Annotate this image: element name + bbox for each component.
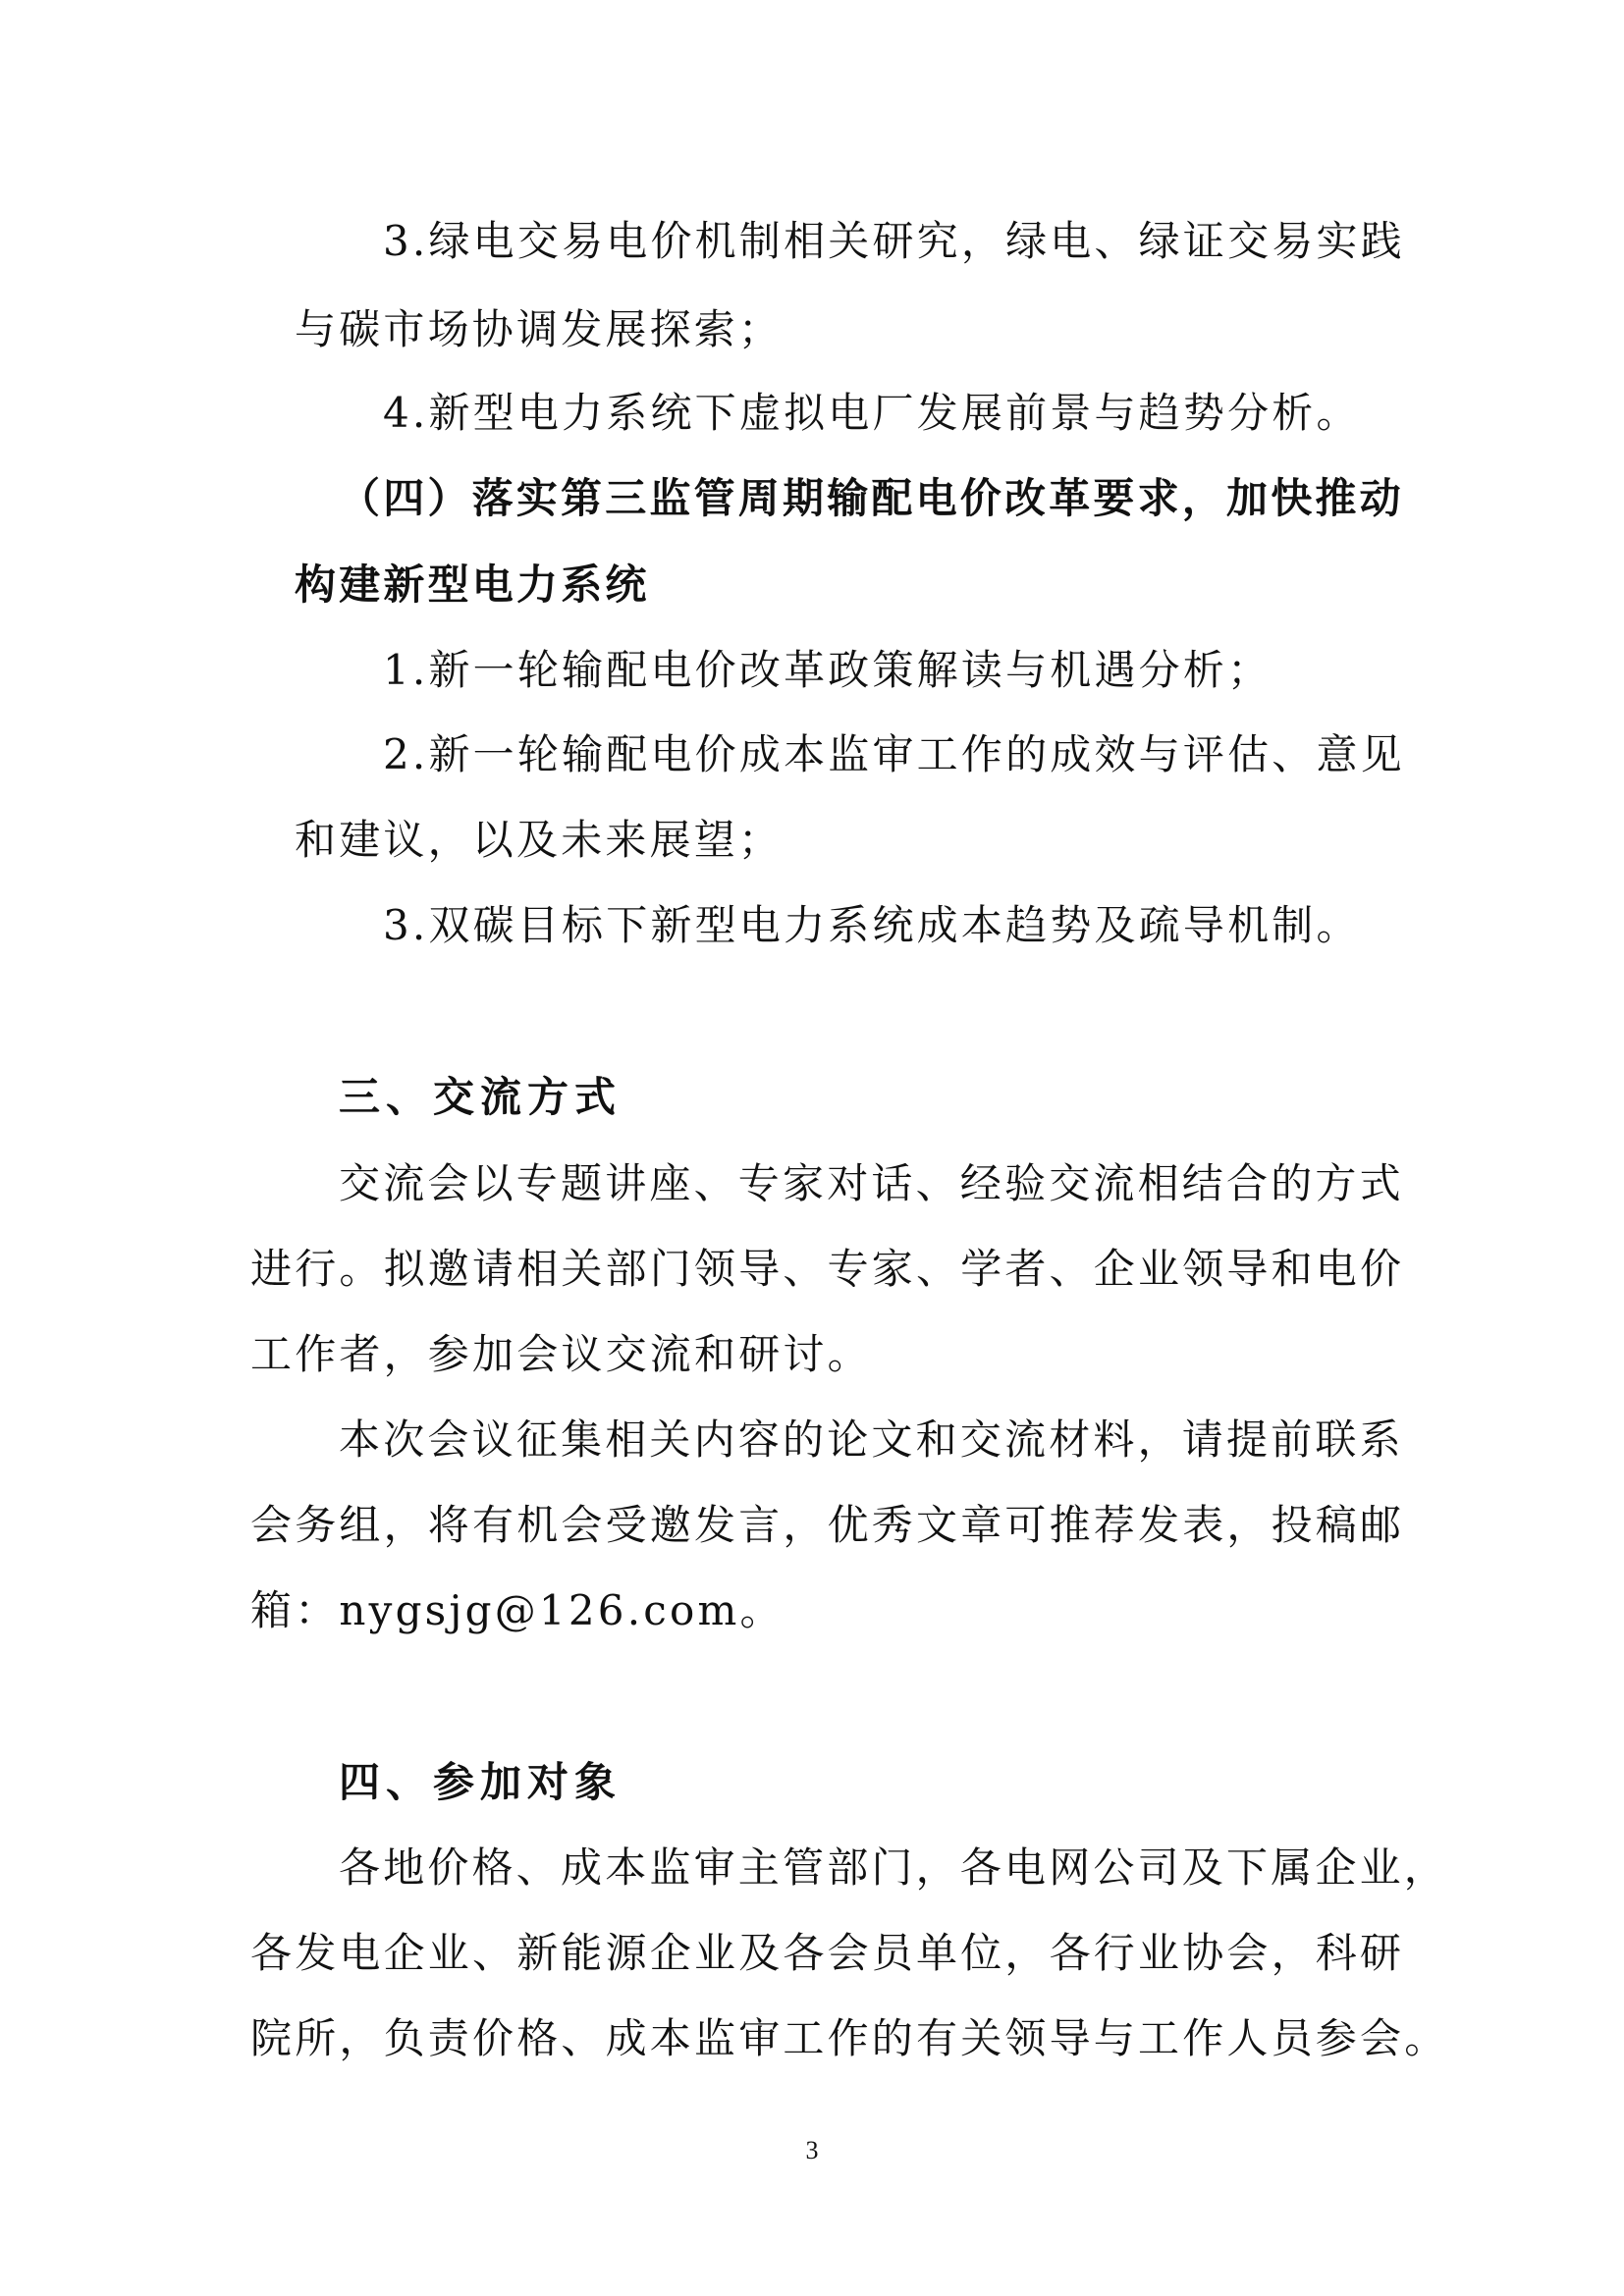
exchange-para2-line-3: 箱：nygsjg@126.com。	[250, 1586, 785, 1634]
exchange-para1-line-2: 进行。拟邀请相关部门领导、专家、学者、企业领导和电价	[250, 1245, 1405, 1293]
subsection-4-heading-line-1: （四）落实第三监管周期输配电价改革要求，加快推动	[339, 474, 1404, 522]
section-participants-heading: 四、参加对象	[339, 1758, 623, 1806]
exchange-para2-line-1: 本次会议征集相关内容的论文和交流材料，请提前联系	[339, 1415, 1404, 1464]
participants-line-2: 各发电企业、新能源企业及各会员单位，各行业协会，科研	[250, 1929, 1405, 1977]
subsection-4-item-2-line-2: 和建议，以及未来展望；	[295, 816, 784, 864]
topic-3-line-2: 与碳市场协调发展探索；	[295, 305, 784, 353]
exchange-para2-line-2: 会务组，将有机会受邀发言，优秀文章可推荐发表，投稿邮	[250, 1501, 1405, 1549]
participants-line-1: 各地价格、成本监审主管部门，各电网公司及下属企业，	[339, 1843, 1449, 1892]
section-exchange-heading: 三、交流方式	[339, 1073, 623, 1121]
topic-4-line: 4.新型电力系统下虚拟电厂发展前景与趋势分析。	[383, 389, 1361, 437]
subsection-4-item-2-line-1: 2.新一轮输配电价成本监审工作的成效与评估、意见	[383, 730, 1405, 778]
subsection-4-heading-line-2: 构建新型电力系统	[295, 561, 650, 609]
exchange-para1-line-1: 交流会以专题讲座、专家对话、经验交流相结合的方式	[339, 1159, 1404, 1207]
subsection-4-item-1: 1.新一轮输配电价改革政策解读与机遇分析；	[383, 646, 1272, 694]
subsection-4-item-3: 3.双碳目标下新型电力系统成本趋势及疏导机制。	[383, 901, 1361, 949]
topic-3-line-1: 3.绿电交易电价机制相关研究，绿电、绿证交易实践	[383, 217, 1405, 265]
exchange-para1-line-3: 工作者，参加会议交流和研讨。	[250, 1330, 872, 1378]
page-number: 3	[805, 2136, 819, 2164]
participants-line-3: 院所，负责价格、成本监审工作的有关领导与工作人员参会。	[250, 2014, 1449, 2062]
